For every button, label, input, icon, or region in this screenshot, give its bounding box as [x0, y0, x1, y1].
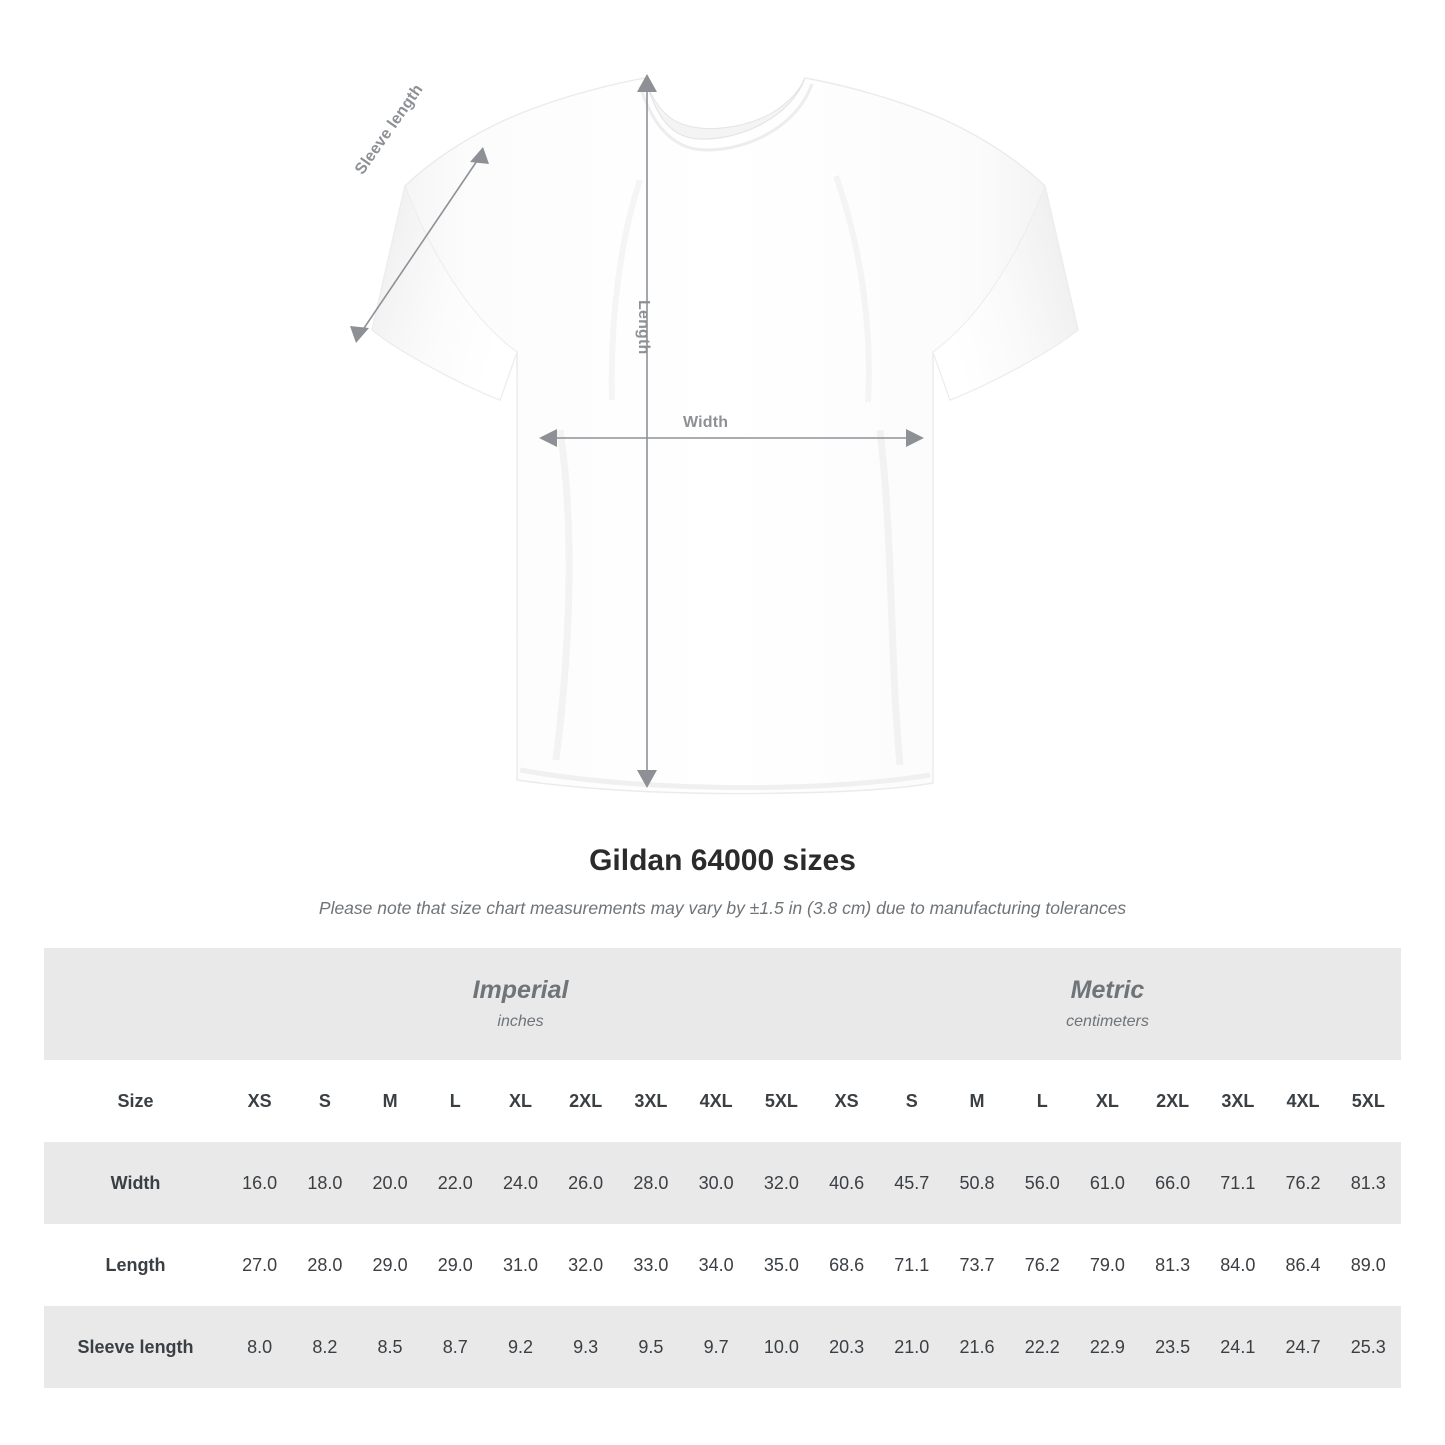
table-cell: 9.7 — [683, 1306, 748, 1388]
size-header-cell: 4XL — [683, 1060, 748, 1142]
table-cell: 30.0 — [683, 1142, 748, 1224]
size-header-cell: 3XL — [1205, 1060, 1270, 1142]
page-title: Gildan 64000 sizes — [589, 844, 856, 877]
size-header-cell: 5XL — [749, 1060, 814, 1142]
table-cell: 29.0 — [357, 1224, 422, 1306]
table-cell: 24.0 — [488, 1142, 553, 1224]
table-cell: 21.0 — [879, 1306, 944, 1388]
table-cell: 22.9 — [1075, 1306, 1140, 1388]
unit-header-spacer — [44, 948, 227, 1060]
table-cell: 16.0 — [227, 1142, 292, 1224]
table-cell: 28.0 — [618, 1142, 683, 1224]
unit-group-imperial-unit: inches — [497, 1012, 544, 1030]
table-cell: 24.7 — [1270, 1306, 1335, 1388]
table-cell: 22.2 — [1010, 1306, 1075, 1388]
table-cell: 45.7 — [879, 1142, 944, 1224]
size-header-cell: M — [944, 1060, 1009, 1142]
table-cell: 32.0 — [553, 1224, 618, 1306]
table-cell: 86.4 — [1270, 1224, 1335, 1306]
table-cell: 84.0 — [1205, 1224, 1270, 1306]
unit-group-metric — [814, 948, 1401, 1060]
table-cell: 23.5 — [1140, 1306, 1205, 1388]
size-table — [44, 948, 1401, 1388]
table-cell: 35.0 — [749, 1224, 814, 1306]
size-header-cell: 3XL — [618, 1060, 683, 1142]
table-cell: 20.0 — [357, 1142, 422, 1224]
unit-header-row — [44, 948, 1401, 1060]
table-cell: 73.7 — [944, 1224, 1009, 1306]
table-cell: 28.0 — [292, 1224, 357, 1306]
size-table-container — [44, 948, 1401, 1388]
table-cell: 79.0 — [1075, 1224, 1140, 1306]
table-cell: 8.0 — [227, 1306, 292, 1388]
size-header-cell: 2XL — [1140, 1060, 1205, 1142]
length-dimension-label: Length — [635, 300, 652, 355]
size-header-cell: XL — [488, 1060, 553, 1142]
unit-group-imperial — [227, 948, 814, 1060]
table-cell: 29.0 — [423, 1224, 488, 1306]
size-header-cell: XS — [814, 1060, 879, 1142]
row-header-size-label: Size — [44, 1060, 227, 1142]
table-cell: 81.3 — [1140, 1224, 1205, 1306]
table-cell: 76.2 — [1010, 1224, 1075, 1306]
width-dimension-label: Width — [683, 414, 729, 431]
sleeve-length-dimension-label: Sleeve length — [352, 81, 427, 178]
table-cell: 68.6 — [814, 1224, 879, 1306]
table-cell: 10.0 — [749, 1306, 814, 1388]
size-header-cell: M — [357, 1060, 422, 1142]
row-label-width: Width — [44, 1142, 227, 1224]
unit-group-metric-name: Metric — [1070, 976, 1145, 1005]
table-cell: 81.3 — [1336, 1142, 1401, 1224]
table-cell: 32.0 — [749, 1142, 814, 1224]
tolerance-note: Please note that size chart measurements may vary by ±1.5 in (3.8 cm) due to manufacturing tolerances — [318, 898, 1127, 918]
table-cell: 50.8 — [944, 1142, 1009, 1224]
table-cell: 26.0 — [553, 1142, 618, 1224]
table-cell: 22.0 — [423, 1142, 488, 1224]
table-cell: 61.0 — [1075, 1142, 1140, 1224]
table-row — [44, 1224, 1401, 1306]
table-cell: 66.0 — [1140, 1142, 1205, 1224]
row-label-sleeve-length: Sleeve length — [44, 1306, 227, 1388]
table-cell: 27.0 — [227, 1224, 292, 1306]
size-header-cell: XL — [1075, 1060, 1140, 1142]
table-row — [44, 1142, 1401, 1224]
size-header-cell: S — [879, 1060, 944, 1142]
table-cell: 20.3 — [814, 1306, 879, 1388]
table-cell: 8.7 — [423, 1306, 488, 1388]
table-cell: 71.1 — [1205, 1142, 1270, 1224]
table-cell: 18.0 — [292, 1142, 357, 1224]
table-cell: 9.2 — [488, 1306, 553, 1388]
table-cell: 56.0 — [1010, 1142, 1075, 1224]
size-header-cell: 2XL — [553, 1060, 618, 1142]
table-cell: 76.2 — [1270, 1142, 1335, 1224]
table-cell: 21.6 — [944, 1306, 1009, 1388]
unit-group-imperial-name: Imperial — [472, 976, 569, 1005]
size-header-cell: XS — [227, 1060, 292, 1142]
size-header-cell: 4XL — [1270, 1060, 1335, 1142]
unit-group-metric-unit: centimeters — [1066, 1012, 1149, 1030]
table-cell: 33.0 — [618, 1224, 683, 1306]
table-cell: 24.1 — [1205, 1306, 1270, 1388]
table-cell: 71.1 — [879, 1224, 944, 1306]
table-cell: 89.0 — [1336, 1224, 1401, 1306]
table-cell: 25.3 — [1336, 1306, 1401, 1388]
size-header-cell: 5XL — [1336, 1060, 1401, 1142]
table-cell: 40.6 — [814, 1142, 879, 1224]
size-header-row — [44, 1060, 1401, 1142]
table-row — [44, 1306, 1401, 1388]
table-cell: 31.0 — [488, 1224, 553, 1306]
table-cell: 34.0 — [683, 1224, 748, 1306]
size-header-cell: L — [1010, 1060, 1075, 1142]
table-cell: 8.2 — [292, 1306, 357, 1388]
row-label-length: Length — [44, 1224, 227, 1306]
table-cell: 9.5 — [618, 1306, 683, 1388]
table-cell: 8.5 — [357, 1306, 422, 1388]
size-header-cell: L — [423, 1060, 488, 1142]
table-cell: 9.3 — [553, 1306, 618, 1388]
size-header-cell: S — [292, 1060, 357, 1142]
